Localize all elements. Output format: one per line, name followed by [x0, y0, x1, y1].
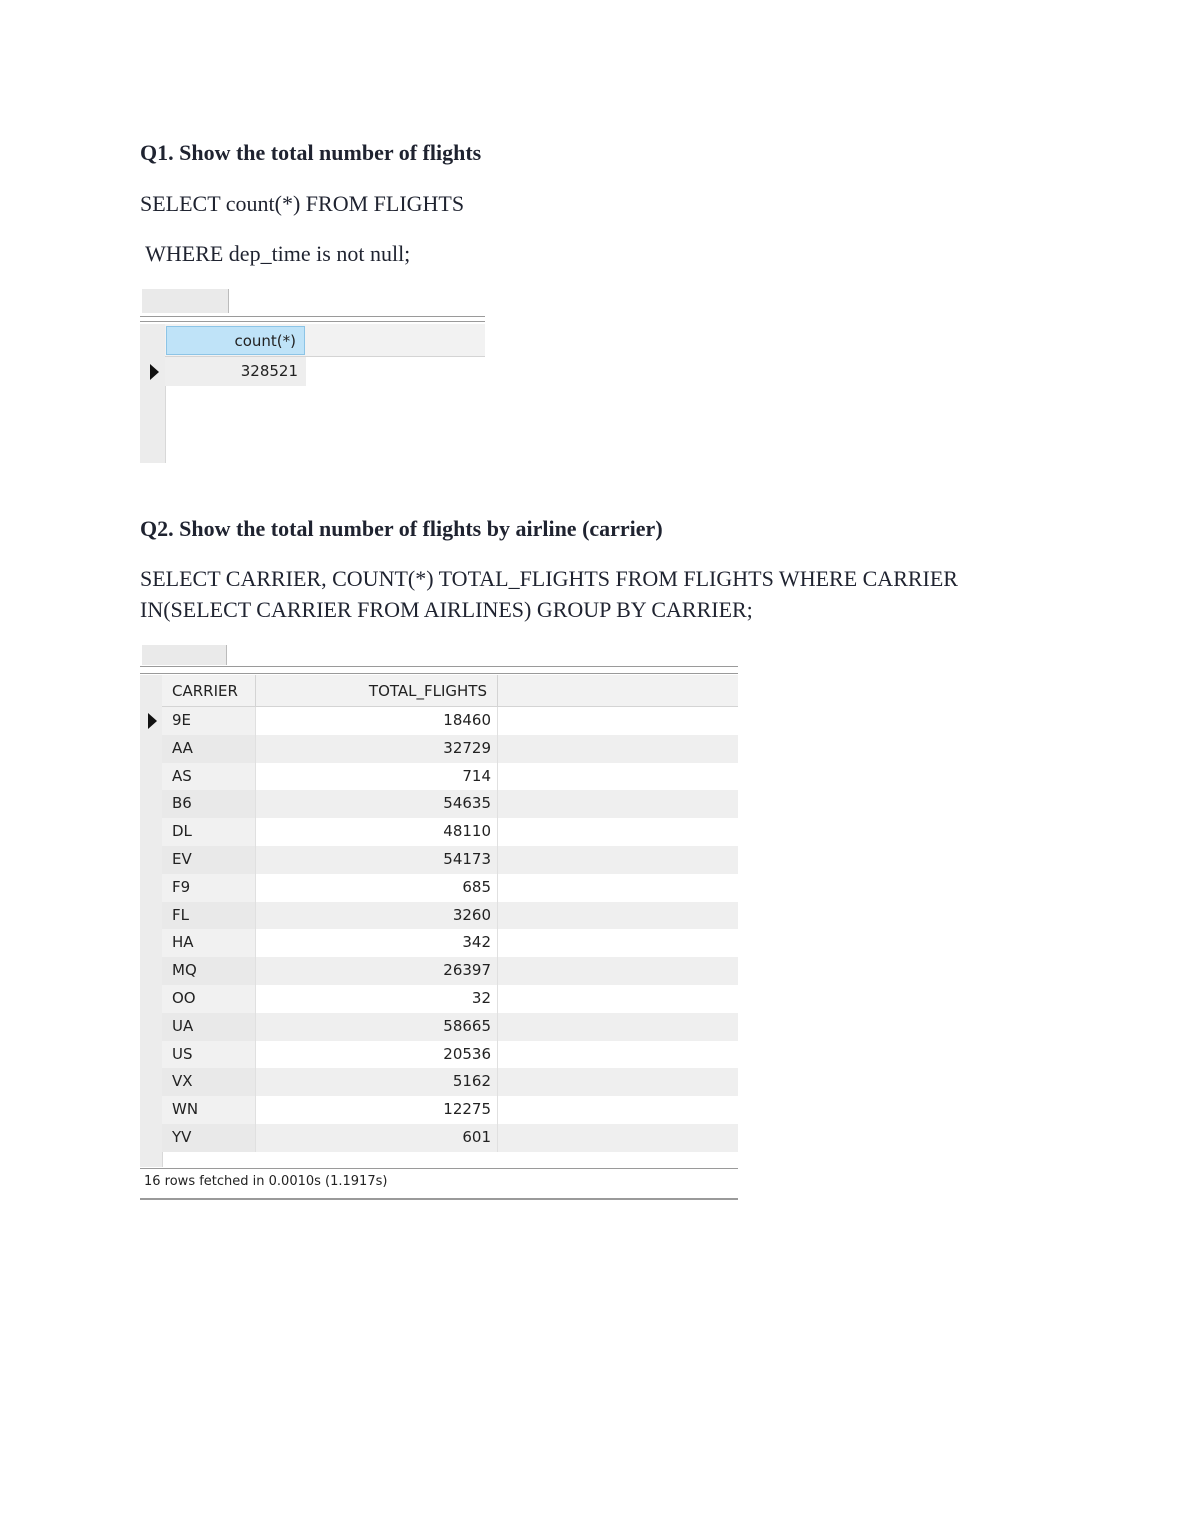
q1-result-grid: [140, 289, 485, 463]
q2-grid-rule-2: [140, 673, 738, 674]
carrier-value: WN: [172, 1100, 199, 1119]
carrier-value: VX: [172, 1072, 193, 1091]
carrier-value: MQ: [172, 961, 197, 980]
table-row[interactable]: [162, 1096, 738, 1124]
carrier-value: 9E: [172, 711, 192, 729]
carrier-value: YV: [172, 1128, 192, 1146]
q1-grid-rule: [140, 316, 485, 317]
total-flights-cell[interactable]: [256, 846, 498, 874]
q2-sql-line-1: SELECT CARRIER, COUNT(*) TOTAL_FLIGHTS FROM FLIGHTS WHERE CARRIER: [140, 566, 958, 591]
q2-col-header-total-flights-label: TOTAL_FLIGHTS: [368, 682, 487, 700]
total-flights-cell[interactable]: [256, 929, 498, 957]
total-flights-cell[interactable]: [256, 1096, 498, 1124]
q2-grid-tab[interactable]: [142, 645, 227, 665]
total-flights-cell[interactable]: [256, 735, 498, 763]
table-row[interactable]: [162, 985, 738, 1013]
q2-status-rule: [140, 1168, 738, 1169]
total-flights-value: 12275: [443, 1100, 491, 1119]
current-row-arrow-icon: [150, 364, 159, 380]
table-row[interactable]: [162, 1068, 738, 1096]
carrier-cell[interactable]: [162, 874, 256, 902]
carrier-value: OO: [172, 989, 196, 1007]
q1-heading: Q1. Show the total number of flights: [140, 140, 482, 165]
total-flights-value: 20536: [443, 1044, 491, 1063]
q1-grid-tab[interactable]: [142, 289, 229, 313]
total-flights-value: 54173: [443, 850, 491, 868]
total-flights-cell[interactable]: [256, 985, 498, 1013]
carrier-cell[interactable]: [162, 957, 256, 985]
total-flights-cell[interactable]: [256, 707, 498, 735]
table-row[interactable]: [162, 874, 738, 902]
total-flights-value: 48110: [443, 822, 491, 841]
carrier-value: UA: [172, 1016, 194, 1035]
current-row-arrow-icon: [148, 713, 157, 729]
total-flights-cell[interactable]: [256, 1124, 498, 1152]
table-row[interactable]: [162, 846, 738, 874]
total-flights-cell[interactable]: [256, 874, 498, 902]
carrier-value: US: [172, 1044, 193, 1063]
total-flights-value: 5162: [452, 1072, 491, 1091]
q2-row-header-column: [140, 675, 163, 1167]
carrier-cell[interactable]: [162, 735, 256, 763]
total-flights-cell[interactable]: [256, 1041, 498, 1069]
q2-status-text: 16 rows fetched in 0.0010s (1.1917s): [144, 1174, 388, 1189]
table-row[interactable]: [162, 929, 738, 957]
carrier-cell[interactable]: [162, 985, 256, 1013]
total-flights-value: 601: [462, 1128, 491, 1146]
table-row[interactable]: [162, 818, 738, 846]
carrier-cell[interactable]: [162, 846, 256, 874]
q2-result-grid: [140, 645, 738, 1207]
carrier-cell[interactable]: [162, 790, 256, 818]
carrier-value: B6: [172, 794, 192, 813]
total-flights-value: 54635: [443, 794, 491, 813]
q1-sql-line-1: SELECT count(*) FROM FLIGHTS: [140, 191, 465, 216]
total-flights-value: 714: [462, 766, 491, 785]
carrier-cell[interactable]: [162, 707, 256, 735]
carrier-cell[interactable]: [162, 929, 256, 957]
q2-col-header-carrier-label: CARRIER: [172, 682, 238, 700]
total-flights-cell[interactable]: [256, 1013, 498, 1041]
q1-col-header-label: count(*): [234, 332, 296, 350]
carrier-cell[interactable]: [162, 1068, 256, 1096]
carrier-cell[interactable]: [162, 1096, 256, 1124]
total-flights-value: 18460: [443, 711, 491, 729]
carrier-value: DL: [172, 822, 192, 841]
q2-heading: Q2. Show the total number of flights by airline (carrier): [140, 516, 663, 541]
total-flights-value: 32: [471, 989, 491, 1007]
carrier-value: HA: [172, 933, 194, 952]
table-row[interactable]: [162, 1041, 738, 1069]
total-flights-value: 58665: [443, 1016, 491, 1035]
q1-sql-line-2: WHERE dep_time is not null;: [140, 241, 411, 266]
q2-col-header-total-flights[interactable]: [256, 675, 498, 706]
carrier-cell[interactable]: [162, 763, 256, 791]
total-flights-cell[interactable]: [256, 790, 498, 818]
total-flights-value: 342: [462, 933, 491, 952]
total-flights-value: 26397: [443, 961, 491, 980]
total-flights-value: 685: [462, 877, 491, 896]
q1-value: 328521: [240, 362, 298, 380]
total-flights-cell[interactable]: [256, 1068, 498, 1096]
table-row[interactable]: [162, 957, 738, 985]
total-flights-cell[interactable]: [256, 763, 498, 791]
total-flights-cell[interactable]: [256, 957, 498, 985]
table-row[interactable]: [162, 735, 738, 763]
carrier-value: AS: [172, 766, 192, 785]
carrier-cell[interactable]: [162, 1041, 256, 1069]
carrier-value: F9: [172, 877, 191, 896]
table-row[interactable]: [162, 902, 738, 930]
table-row[interactable]: [162, 1013, 738, 1041]
total-flights-value: 32729: [443, 738, 491, 757]
total-flights-cell[interactable]: [256, 902, 498, 930]
q2-col-header-carrier[interactable]: [162, 675, 256, 706]
carrier-cell[interactable]: [162, 1124, 256, 1152]
total-flights-value: 3260: [452, 905, 491, 924]
carrier-value: AA: [172, 738, 193, 757]
q2-grid-bottom-rule: [140, 1198, 738, 1200]
carrier-cell[interactable]: [162, 818, 256, 846]
q1-grid-rule-2: [140, 321, 485, 322]
q2-sql-line-2: IN(SELECT CARRIER FROM AIRLINES) GROUP BY CARRIER;: [140, 597, 753, 622]
carrier-cell[interactable]: [162, 1013, 256, 1041]
total-flights-cell[interactable]: [256, 818, 498, 846]
table-row[interactable]: [162, 763, 738, 791]
carrier-value: EV: [172, 850, 192, 868]
q1-row-header-column: [140, 324, 166, 463]
q1-col-header[interactable]: [166, 326, 305, 355]
q2-grid-rule: [140, 666, 738, 667]
q1-value-cell[interactable]: [165, 357, 306, 386]
table-row[interactable]: [162, 707, 738, 735]
carrier-cell[interactable]: [162, 902, 256, 930]
table-row[interactable]: [162, 1124, 738, 1152]
table-row[interactable]: [162, 790, 738, 818]
carrier-value: FL: [172, 905, 189, 924]
